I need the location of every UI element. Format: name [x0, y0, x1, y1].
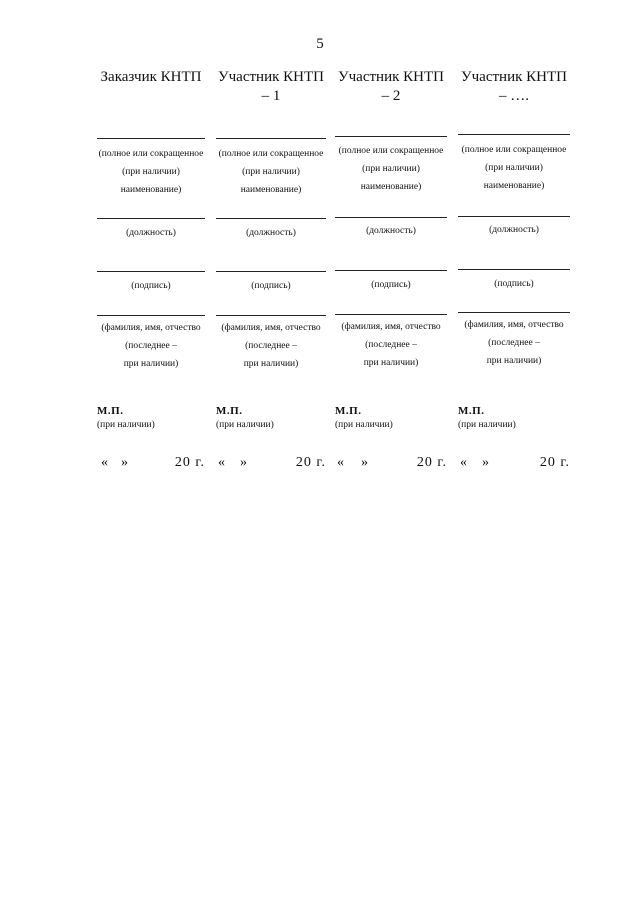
- signature-caption: (подпись): [371, 280, 411, 290]
- signature-block-participant-2: [335, 0, 447, 918]
- position-line: [97, 218, 205, 219]
- signature-block-participant-1: [216, 0, 326, 918]
- name-caption: [335, 142, 447, 196]
- date-close-quote: »: [482, 455, 489, 470]
- caption-line: (последнее –: [125, 341, 177, 351]
- name-line: [97, 138, 205, 139]
- date-year: 20 г.: [539, 455, 570, 470]
- caption-line: (фамилия, имя, отчество: [464, 320, 564, 330]
- caption-line: при наличии): [363, 358, 419, 368]
- fio-line: [216, 315, 326, 316]
- date-row: [97, 455, 205, 475]
- column-title: Участник КНТП – 1: [218, 69, 324, 104]
- position-caption: (должность): [489, 225, 539, 235]
- signature-block-customer: [97, 0, 205, 918]
- position-line: [216, 218, 326, 219]
- fio-caption: [335, 318, 447, 372]
- caption-line: наименование): [120, 185, 182, 195]
- signature-block-participant-n: [458, 0, 570, 918]
- stamp-label: М.П.: [97, 405, 124, 417]
- date-close-quote: »: [121, 455, 128, 470]
- stamp-note: (при наличии): [216, 420, 274, 430]
- date-year: 20 г.: [174, 455, 205, 470]
- name-line: [458, 134, 570, 135]
- caption-line: наименование): [240, 185, 302, 195]
- name-caption: [216, 145, 326, 199]
- position-line: [335, 217, 447, 218]
- caption-line: при наличии): [243, 359, 299, 369]
- date-close-quote: »: [361, 455, 368, 470]
- caption-line: (при наличии): [122, 167, 180, 177]
- column-title: Участник КНТП – ….: [461, 69, 567, 104]
- fio-line: [458, 312, 570, 313]
- date-open-quote: «: [337, 455, 344, 470]
- fio-line: [97, 315, 205, 316]
- date-row: [216, 455, 326, 475]
- signature-caption: (подпись): [251, 281, 291, 291]
- signature-line: [97, 271, 205, 272]
- caption-line: (при наличии): [242, 167, 300, 177]
- name-line: [335, 136, 447, 137]
- fio-line: [335, 314, 447, 315]
- date-row: [335, 455, 447, 475]
- caption-line: (последнее –: [365, 340, 417, 350]
- position-caption: (должность): [246, 228, 296, 238]
- caption-line: (полное или сокращенное: [98, 149, 204, 159]
- stamp-label: М.П.: [216, 405, 243, 417]
- caption-line: при наличии): [123, 359, 179, 369]
- signature-caption: (подпись): [131, 281, 171, 291]
- position-caption: (должность): [366, 226, 416, 236]
- caption-line: (полное или сокращенное: [338, 146, 444, 156]
- date-open-quote: «: [218, 455, 225, 470]
- caption-line: наименование): [360, 182, 422, 192]
- stamp-note: (при наличии): [335, 420, 393, 430]
- caption-line: (фамилия, имя, отчество: [221, 323, 321, 333]
- name-caption: [458, 141, 570, 195]
- date-open-quote: «: [101, 455, 108, 470]
- fio-caption: [216, 319, 326, 373]
- caption-line: (полное или сокращенное: [218, 149, 324, 159]
- caption-line: (полное или сокращенное: [461, 145, 567, 155]
- caption-line: (фамилия, имя, отчество: [101, 323, 201, 333]
- column-title: Заказчик КНТП: [100, 69, 202, 85]
- fio-caption: [458, 316, 570, 370]
- stamp-note: (при наличии): [97, 420, 155, 430]
- caption-line: (при наличии): [485, 163, 543, 173]
- page-number: 5: [316, 36, 324, 52]
- date-year: 20 г.: [416, 455, 447, 470]
- position-caption: (должность): [126, 228, 176, 238]
- date-open-quote: «: [460, 455, 467, 470]
- name-line: [216, 138, 326, 139]
- caption-line: (фамилия, имя, отчество: [341, 322, 441, 332]
- stamp-label: М.П.: [458, 405, 485, 417]
- name-caption: [97, 145, 205, 199]
- stamp-label: М.П.: [335, 405, 362, 417]
- caption-line: (последнее –: [488, 338, 540, 348]
- stamp-note: (при наличии): [458, 420, 516, 430]
- caption-line: (при наличии): [362, 164, 420, 174]
- position-line: [458, 216, 570, 217]
- column-title: Участник КНТП – 2: [338, 69, 444, 104]
- signature-caption: (подпись): [494, 279, 534, 289]
- signature-line: [335, 270, 447, 271]
- caption-line: наименование): [483, 181, 545, 191]
- fio-caption: [97, 319, 205, 373]
- signature-line: [458, 269, 570, 270]
- date-row: [458, 455, 570, 475]
- signature-line: [216, 271, 326, 272]
- caption-line: при наличии): [486, 356, 542, 366]
- date-year: 20 г.: [295, 455, 326, 470]
- caption-line: (последнее –: [245, 341, 297, 351]
- date-close-quote: »: [240, 455, 247, 470]
